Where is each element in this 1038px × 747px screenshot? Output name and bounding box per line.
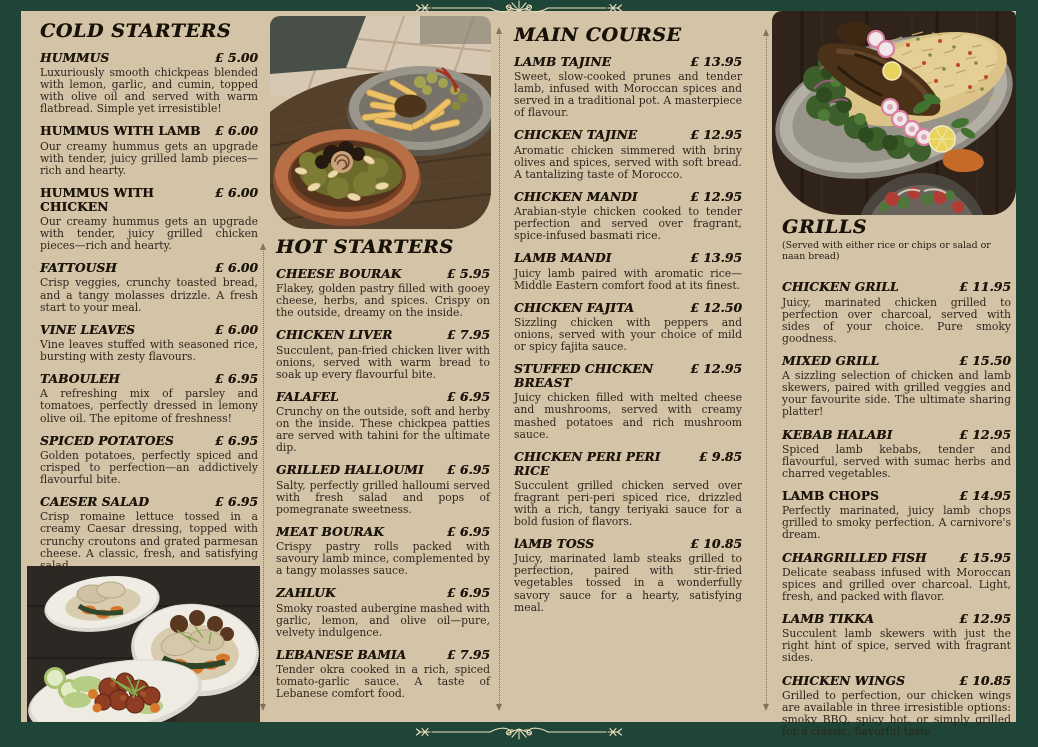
cold-starters-items xyxy=(40,51,258,572)
item-name: HUMMUS WITH CHICKEN xyxy=(40,185,154,214)
item-price: £ 12.95 xyxy=(690,361,742,377)
item-price: £ 10.85 xyxy=(959,672,1011,688)
item-price: £ 7.95 xyxy=(446,327,490,343)
menu-item xyxy=(276,328,490,381)
item-name: STUFFED CHICKEN BREAST xyxy=(514,362,654,391)
grills-items xyxy=(782,280,1011,738)
item-description: Luxuriously smooth chickpeas blended with lemon, garlic, and cumin, topped with olive oil and served with warm flatbread. Simple yet irresistible! xyxy=(40,66,258,116)
menu-item xyxy=(782,612,1011,665)
menu-item xyxy=(782,428,1011,481)
item-name: LAMB TIKKA xyxy=(782,612,874,627)
item-name: MEAT BOURAK xyxy=(276,524,384,539)
item-name: LAMB MANDI xyxy=(514,251,612,266)
section-subtitle: (Served with either rice or chips or salad or naan bread) xyxy=(782,239,991,263)
item-price: £ 6.00 xyxy=(214,123,258,139)
item-name: CHICKEN TAJINE xyxy=(514,128,638,143)
grilled-fish-platter-photo xyxy=(772,11,1016,215)
item-price: £ 11.95 xyxy=(959,279,1011,295)
item-description: Juicy chicken filled with melted cheese and mushrooms, served with creamy mashed potatoes and rich mushroom sauce. xyxy=(514,391,742,441)
tajine-and-fries-photo xyxy=(270,16,491,229)
item-description: A sizzling selection of chicken and lamb skewers, paired with grilled veggies and your favourite side. The ultimate sharing platter! xyxy=(782,369,1011,419)
item-description: Golden potatoes, perfectly spiced and crisped to perfection—an addictively flavourful bite. xyxy=(40,448,258,487)
hot-starters-items xyxy=(276,267,490,701)
menu-item xyxy=(276,648,490,701)
item-name: TABOULEH xyxy=(40,372,120,387)
item-price: £ 6.00 xyxy=(214,260,258,276)
item-price: £ 5.00 xyxy=(214,49,258,65)
menu-item xyxy=(276,463,490,516)
menu-item xyxy=(40,51,258,116)
menu-item xyxy=(40,495,258,572)
item-description: Crisp romaine lettuce tossed in a creamy Caesar dressing, topped with crunchy croutons and grated parmesan cheese. A classic, fresh, and satisfying salad. xyxy=(40,510,258,572)
item-description: Succulent, pan-fried chicken liver with onions, served with warm bread to soak up every flavourful bite. xyxy=(276,343,490,381)
item-description: Salty, perfectly grilled halloumi served with fresh salad and pops of pomegranate sweetness. xyxy=(276,478,490,516)
menu-item xyxy=(276,586,490,639)
item-price: £ 7.95 xyxy=(446,646,490,662)
item-description: Spiced lamb kebabs, tender and flavourful, served with sumac herbs and charred vegetables. xyxy=(782,442,1011,480)
item-name: MIXED GRILL xyxy=(782,353,880,368)
item-price: £ 12.95 xyxy=(959,611,1011,627)
section-title: GRILLS xyxy=(782,216,867,238)
item-description: Juicy lamb paired with aromatic rice—Middle Eastern comfort food at its finest. xyxy=(514,266,742,292)
section-main-course xyxy=(514,24,742,623)
column-divider xyxy=(263,248,264,706)
menu-item xyxy=(782,354,1011,419)
item-description: Our creamy hummus gets an upgrade with tender, juicy grilled lamb pieces—rich and hearty. xyxy=(40,139,258,177)
menu-item xyxy=(782,551,1011,604)
menu-item xyxy=(40,323,258,363)
item-price: £ 12.95 xyxy=(690,127,742,143)
item-name: GRILLED HALLOUMI xyxy=(276,463,424,478)
menu-item xyxy=(782,280,1011,345)
item-description: Juicy, marinated chicken grilled to perfection over charcoal, served with sides of your choice. Pure smoky goodness. xyxy=(782,295,1011,345)
item-description: Sweet, slow-cooked prunes and tender lamb, infused with Moroccan spices and served in a traditional pot. A masterpiece of flavour. xyxy=(514,70,742,120)
section-title: MAIN COURSE xyxy=(514,24,682,46)
item-name: FATTOUSH xyxy=(40,261,117,276)
item-name: LAMB TAJINE xyxy=(514,54,611,69)
item-name: CHICKEN LIVER xyxy=(276,328,393,343)
item-description: A refreshing mix of parsley and tomatoes, perfectly dressed in lemony olive oil. The epitome of freshness! xyxy=(40,387,258,425)
item-description: Crunchy on the outside, soft and herby on the inside. These chickpea patties are served with tahini for the ultimate dip. xyxy=(276,405,490,455)
floral-flourish-divider-icon xyxy=(414,724,624,740)
item-description: Flakey, golden pastry filled with gooey cheese, herbs, and spices. Crispy on the outside, dreamy on the inside. xyxy=(276,282,490,320)
item-price: £ 6.95 xyxy=(446,462,490,478)
section-grills xyxy=(782,216,1011,747)
menu-item xyxy=(514,190,742,243)
item-price: £ 6.95 xyxy=(214,494,258,510)
item-name: SPICED POTATOES xyxy=(40,433,174,448)
item-name: CHEESE BOURAK xyxy=(276,266,402,281)
menu-item xyxy=(514,362,742,440)
item-description: Crisp veggies, crunchy toasted bread, and a tangy molasses drizzle. A fresh start to your meal. xyxy=(40,276,258,314)
item-price: £ 9.85 xyxy=(698,448,742,464)
item-name: HUMMUS WITH LAMB xyxy=(40,124,201,139)
item-name: VINE LEAVES xyxy=(40,322,135,337)
item-price: £ 12.95 xyxy=(690,188,742,204)
item-description: Smoky roasted aubergine mashed with garlic, lemon, and olive oil—pure, velvety indulgence. xyxy=(276,601,490,639)
item-description: Perfectly marinated, juicy lamb chops grilled to smoky perfection. A carnivore's dream. xyxy=(782,504,1011,542)
section-hot-starters xyxy=(276,236,490,709)
item-price: £ 6.00 xyxy=(214,184,258,200)
menu-item xyxy=(514,301,742,354)
item-price: £ 12.50 xyxy=(690,299,742,315)
menu-item xyxy=(782,674,1011,739)
menu-item xyxy=(276,390,490,455)
item-price: £ 6.95 xyxy=(446,585,490,601)
item-name: FALAFEL xyxy=(276,389,339,404)
menu-item xyxy=(40,261,258,314)
menu-item xyxy=(782,489,1011,542)
column-divider xyxy=(766,34,767,706)
item-price: £ 15.50 xyxy=(959,352,1011,368)
item-description: Sizzling chicken with peppers and onions, served with your choice of mild or spicy fajita sauce. xyxy=(514,316,742,354)
section-title: HOT STARTERS xyxy=(276,236,454,258)
floral-flourish-divider-icon xyxy=(414,0,624,16)
item-name: lAMB TOSS xyxy=(514,537,595,552)
item-price: £ 13.95 xyxy=(690,53,742,69)
item-name: CHICKEN GRILL xyxy=(782,280,899,295)
item-description: Juicy, marinated lamb steaks grilled to perfection, paired with stir-fried vegetables tossed in a wonderfully savory sauce for a hearty, satisfying meal. xyxy=(514,552,742,614)
main-course-items xyxy=(514,55,742,614)
item-name: CAESER SALAD xyxy=(40,495,149,510)
menu-item xyxy=(40,372,258,425)
plated-dishes-photo xyxy=(27,566,260,722)
menu-item xyxy=(514,450,742,528)
section-title: COLD STARTERS xyxy=(40,20,232,42)
item-price: £ 14.95 xyxy=(959,488,1011,504)
menu-item xyxy=(514,128,742,181)
column-divider xyxy=(499,32,500,706)
item-name: CHICKEN MANDI xyxy=(514,189,638,204)
item-price: £ 6.95 xyxy=(446,523,490,539)
item-price: £ 6.95 xyxy=(446,388,490,404)
item-price: £ 5.95 xyxy=(446,265,490,281)
item-description: Succulent lamb skewers with just the right hint of spice, served with fragrant sides. xyxy=(782,627,1011,665)
item-price: £ 10.85 xyxy=(690,536,742,552)
menu-item xyxy=(40,186,258,252)
item-description: Crispy pastry rolls packed with savoury lamb mince, complemented by a tangy molasses sauce. xyxy=(276,540,490,578)
menu-item xyxy=(40,434,258,487)
item-price: £ 6.00 xyxy=(214,321,258,337)
item-name: ZAHLUK xyxy=(276,586,336,601)
item-name: LAMB CHOPS xyxy=(782,489,879,504)
section-cold-starters xyxy=(40,20,258,581)
item-name: KEBAB HALABI xyxy=(782,427,893,442)
item-description: Tender okra cooked in a rich, spiced tomato-garlic sauce. A taste of Lebanese comfort food. xyxy=(276,663,490,701)
item-description: Delicate seabass infused with Moroccan spices and grilled over charcoal. Light, fresh, and packed with flavor. xyxy=(782,565,1011,603)
menu-item xyxy=(276,525,490,578)
item-description: Succulent grilled chicken served over fragrant peri-peri spiced rice, drizzled with a rich, tangy teriyaki sauce for a bold fusion of flavors. xyxy=(514,478,742,528)
item-price: £ 13.95 xyxy=(690,250,742,266)
item-name: CHICKEN PERI PERI RICE xyxy=(514,449,661,478)
item-price: £ 6.95 xyxy=(214,371,258,387)
menu-item xyxy=(514,55,742,120)
menu-item xyxy=(276,267,490,320)
item-name: LEBANESE BAMIA xyxy=(276,647,407,662)
item-name: HUMMUS xyxy=(40,50,110,65)
item-price: £ 15.95 xyxy=(959,549,1011,565)
item-name: CHICKEN WINGS xyxy=(782,673,905,688)
item-description: Aromatic chicken simmered with briny olives and spices, served with soft bread. A tantalizing taste of Morocco. xyxy=(514,143,742,181)
menu-item xyxy=(514,537,742,614)
menu-item xyxy=(40,124,258,177)
item-description: Our creamy hummus gets an upgrade with tender, juicy grilled chicken pieces—rich and hearty. xyxy=(40,214,258,253)
item-description: Grilled to perfection, our chicken wings are available in three irresistible options: smoky BBQ, spicy hot, or simply grilled for a classic, flavorful taste. xyxy=(782,688,1011,739)
item-description: Vine leaves stuffed with seasoned rice, bursting with zesty flavours. xyxy=(40,337,258,364)
item-price: £ 6.95 xyxy=(214,432,258,448)
menu-item xyxy=(514,251,742,291)
item-name: CHARGRILLED FISH xyxy=(782,550,927,565)
item-name: CHICKEN FAJITA xyxy=(514,300,635,315)
item-price: £ 12.95 xyxy=(959,426,1011,442)
item-description: Arabian-style chicken cooked to tender perfection and served over fragrant, spice-infused basmati rice. xyxy=(514,205,742,243)
